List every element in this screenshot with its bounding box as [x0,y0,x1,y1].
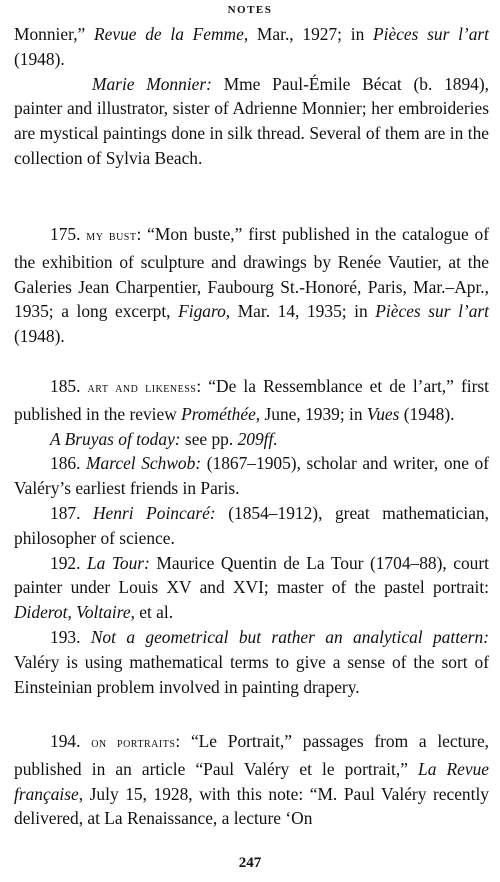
notes-block-2 [14,222,489,349]
note-192: 192. La Tour: Maurice Quentin de La Tour (1704–88), court painter under Louis XV and XVI; master of the pastel portrait: Diderot, Voltaire, et al. [14,552,489,623]
notes-block-1 [14,22,489,171]
notes-block-4 [14,729,489,831]
note-186: 186. Marcel Schwob: (1867–1905), scholar and writer, one of Valéry’s earliest friends in Paris. [14,453,490,499]
note-175: 175. my bust: “Mon buste,” first published in the catalogue of the exhibition of sculpture and drawings by Renée Vautier, at the Galeries Jean Charpentier, Faubourg St.-Honoré, Paris, Mar.–Apr., 1935; a long excerpt, Figaro, Mar. 14, 1935; in Pièces sur l’art (1948). [14,224,489,347]
running-header: NOTES [227,4,273,16]
note-marie-monnier: Marie Monnier: Mme Paul-Émile Bécat (b. 1894), painter and illustrator, sister of Adrienne Monnier; her embroideries are mystical paintings done in silk thread. Several of them are in the collection of Sylvia Beach. [14,73,489,168]
note-continuation: Monnier,” Revue de la Femme, Mar., 1927; in Pièces sur l’art (1948). [14,24,490,69]
note-bruyas: A Bruyas of today: see pp. 209ff. [50,428,278,449]
page-number: 247 [238,855,262,871]
notes-block-3 [14,374,489,699]
note-185: 185. art and likeness: “De la Ressemblance et de l’art,” first published in the review Prométhée, June, 1939; in Vues (1948). [14,376,489,424]
note-193: 193. Not a geometrical but rather an analytical pattern: Valéry is using mathematical terms to give a sense of the sort of Einsteinian problem involved in painting drapery. [14,626,489,697]
note-194: 194. on portraits: “Le Portrait,” passages from a lecture, published in an article “Paul Valéry et le portrait,” La Revue française, July 15, 1928, with this note: “M. Paul Valéry recently delivered, at La Renaissance, a lecture ‘On [14,731,490,829]
note-187: 187. Henri Poincaré: (1854–1912), great mathematician, philosopher of science. [14,502,489,548]
